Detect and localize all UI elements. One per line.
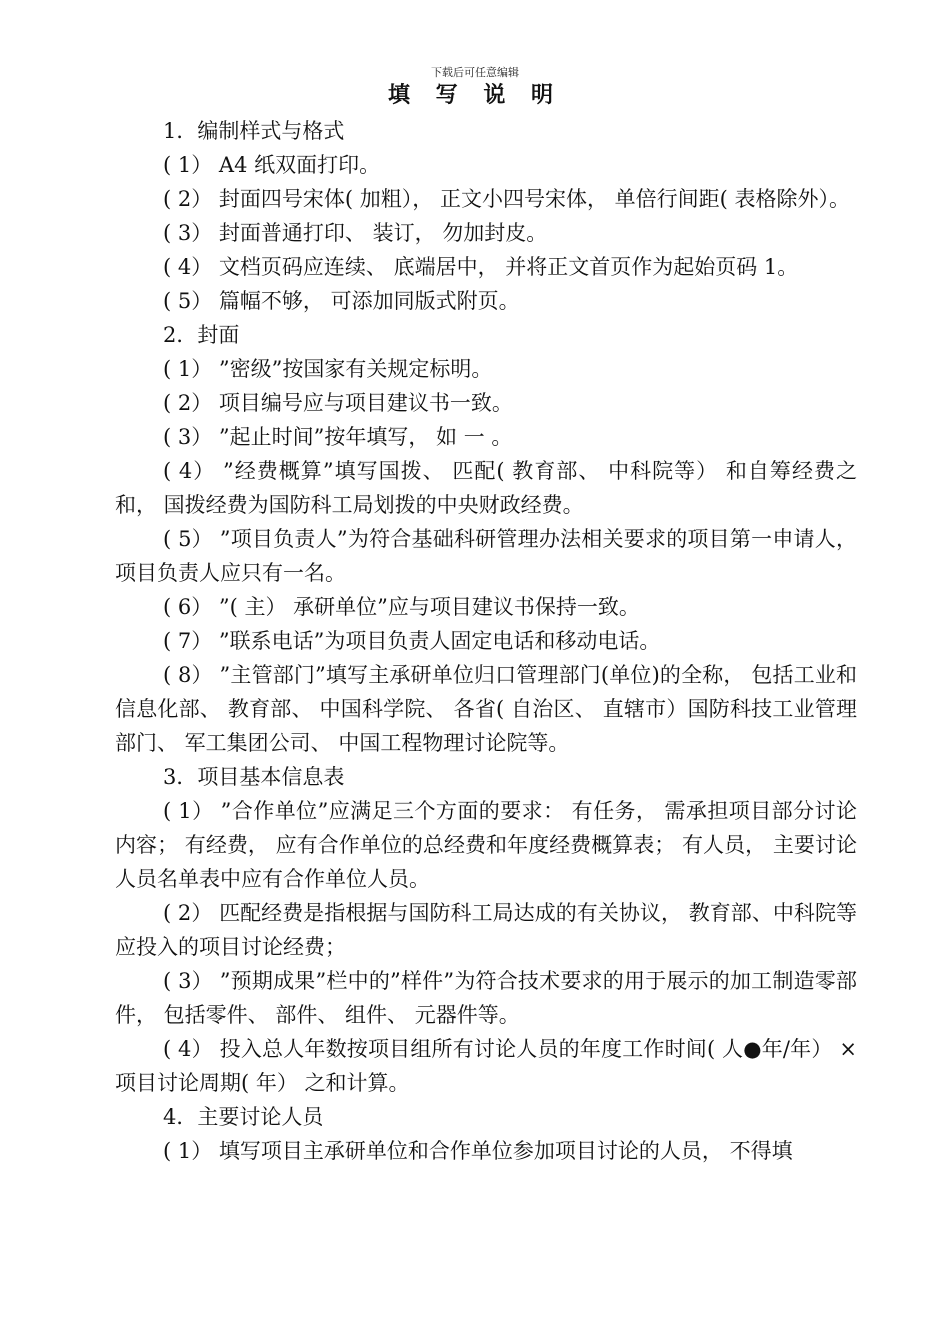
paragraph: ( 3） ”起止时间”按年填写， 如 一 。 — [163, 425, 513, 449]
document-title: 填 写 说 明 — [388, 83, 562, 108]
paragraph: ( 2） 匹配经费是指根据与国防科工局达成的有关协议， 教育部、中科院等应投入的项目讨论经费； — [115, 901, 857, 959]
paragraph: ( 1） ”合作单位”应满足三个方面的要求： 有任务， 需承担项目部分讨论内容； 有经费， 应有合作单位的总经费和年度经费概算表； 有人员， 主要讨论人员名单表中应有合作单位人员。 — [115, 799, 857, 891]
section-heading-4: 4．主要讨论人员 — [163, 1105, 324, 1129]
paragraph: ( 3） ”预期成果”栏中的”样件”为符合技术要求的用于展示的加工制造零部件， 包括零件、 部件、 组件、 元器件等。 — [115, 969, 857, 1027]
paragraph: ( 8） ”主管部门”填写主承研单位归口管理部门(单位)的全称， 包括工业和信息化部、 教育部、 中国科学院、 各省( 自治区、 直辖市）国防科技工业管理部门、 军工集团公司、 中国工程物理讨论院等。 — [115, 663, 857, 755]
paragraph: ( 6） ”( 主） 承研单位”应与项目建议书保持一致。 — [163, 595, 640, 619]
paragraph: ( 2） 项目编号应与项目建议书一致。 — [163, 391, 513, 415]
paragraph: ( 7） ”联系电话”为项目负责人固定电话和移动电话。 — [163, 629, 661, 653]
paragraph: ( 1） 填写项目主承研单位和合作单位参加项目讨论的人员， 不得填 — [163, 1139, 793, 1163]
paragraph: ( 3） 封面普通打印、 装订， 勿加封皮。 — [163, 221, 548, 245]
section-heading-1: 1．编制样式与格式 — [163, 119, 345, 143]
document-body — [115, 114, 857, 1168]
paragraph: ( 4） 文档页码应连续、 底端居中， 并将正文首页作为起始页码 1。 — [163, 255, 799, 279]
paragraph: ( 2） 封面四号宋体( 加粗）， 正文小四号宋体， 单倍行间距( 表格除外）。 — [163, 187, 850, 211]
paragraph: ( 1） ”密级”按国家有关规定标明。 — [163, 357, 493, 381]
paragraph: ( 5） 篇幅不够， 可添加同版式附页。 — [163, 289, 520, 313]
section-heading-2: 2．封面 — [163, 323, 240, 347]
section-heading-3: 3．项目基本信息表 — [163, 765, 345, 789]
header-note: 下载后可任意编辑 — [431, 66, 519, 79]
paragraph: ( 4） ”经费概算”填写国拨、 匹配( 教育部、 中科院等） 和自筹经费之和， 国拨经费为国防科工局划拨的中央财政经费。 — [115, 459, 857, 517]
paragraph: ( 5） ”项目负责人”为符合基础科研管理办法相关要求的项目第一申请人， 项目负责人应只有一名。 — [115, 527, 857, 585]
paragraph: ( 4） 投入总人年数按项目组所有讨论人员的年度工作时间( 人●年/年） ×项目讨论周期( 年） 之和计算。 — [115, 1037, 857, 1095]
paragraph: ( 1） A4 纸双面打印。 — [163, 153, 381, 177]
